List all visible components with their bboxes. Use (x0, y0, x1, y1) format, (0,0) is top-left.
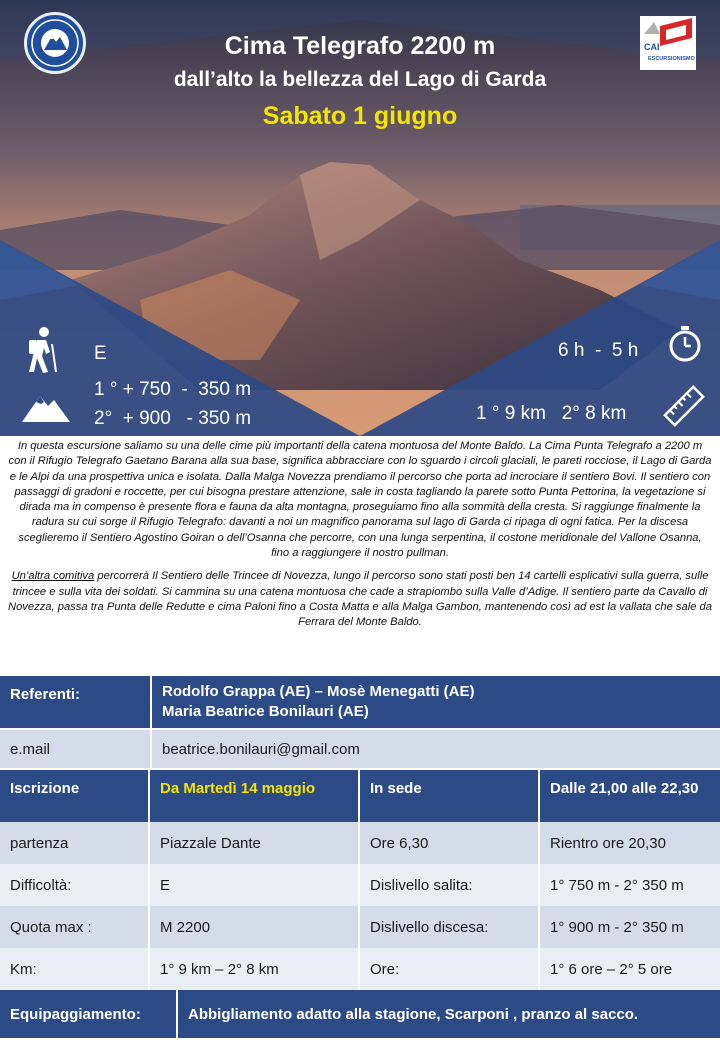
email-value[interactable]: beatrice.bonilauri@gmail.com (152, 730, 720, 768)
table-row-quota (0, 906, 720, 948)
event-date: Sabato 1 giugno (262, 102, 458, 130)
page-title: Cima Telegrafo 2200 m (224, 32, 496, 60)
partenza-value: Piazzale Dante (150, 822, 360, 864)
iscrizione-label: Iscrizione (0, 770, 150, 822)
salita-label: Dislivello salita: (360, 864, 540, 906)
difficolta-value: E (150, 864, 360, 906)
referenti-value (152, 676, 720, 728)
departure-time: Ore 6,30 (360, 822, 540, 864)
table-row-km (0, 948, 720, 990)
email-label: e.mail (0, 730, 152, 768)
difficolta-label: Difficoltà: (0, 864, 150, 906)
table-row-difficolta (0, 864, 720, 906)
equip-label: Equipaggiamento: (0, 990, 178, 1038)
sede-label: In sede (360, 770, 540, 822)
sede-value: Dalle 21,00 alle 22,30 (540, 770, 720, 822)
description-body: percorrerà Il Sentiero delle Trincee di Novezza, lungo il percorso sono stati posti ben 14 cartelli esplicativi sulla guerra, sulle trincee e sulla vita dei soldati. Si cammina su una catena montuosa che cade a strapiombo sulla Valle d’Adige. Il sentiero parte da Cavallo di Novezza, passa tra Punta delle Redutte e cima Paloni fino a Costa Matta e alla Malga Gambon, mantenendo così ad est la vallata che sale da Ferrara del Monte Baldo. (8, 570, 712, 629)
duration-value: 6 h - 5 h (558, 340, 639, 361)
hiker-icon (24, 326, 64, 374)
quota-label: Quota max : (0, 906, 150, 948)
table-row-email (0, 730, 720, 768)
cai-label: CAI (644, 42, 660, 52)
mountain-icon (22, 392, 70, 422)
table-row-partenza (0, 822, 720, 864)
salita-value: 1° 750 m - 2° 350 m (540, 864, 720, 906)
partenza-label: partenza (0, 822, 150, 864)
ruler-icon (662, 384, 706, 428)
discesa-value: 1° 900 m - 2° 350 m (540, 906, 720, 948)
referenti-label: Referenti: (0, 676, 152, 728)
table-row-equipaggiamento (0, 990, 720, 1038)
description-paragraph-2 (8, 569, 712, 630)
ore-value: 1° 6 ore – 2° 5 ore (540, 948, 720, 990)
hero-banner (0, 0, 720, 436)
table-row-iscrizione (0, 770, 720, 822)
discesa-label: Dislivello discesa: (360, 906, 540, 948)
escursionismo-label: ESCURSIONISMO (648, 56, 695, 62)
page-subtitle: dall’alto la bellezza del Lago di Garda (173, 68, 547, 91)
referenti-line-1: Rodolfo Grappa (AE) – Mosè Menegatti (AE) (162, 683, 475, 700)
quota-value: M 2200 (150, 906, 360, 948)
iscrizione-value: Da Martedì 14 maggio (150, 770, 360, 822)
km-value: 1° 9 km – 2° 8 km (150, 948, 360, 990)
table-row-referenti (0, 676, 720, 728)
description-lead: Un’altra comitiva (11, 570, 95, 583)
stopwatch-icon (668, 326, 702, 362)
description-paragraph-1: In questa escursione saliamo su una delle cime più importanti della catena montuosa del Monte Baldo. La Cima Punta Telegrafo a 2200 m con il Rifugio Telegrafo Gaetano Barana alla sua base, significa abbracciare con lo sguardo i circoli glaciali, le pareti rocciose, il Lago di Garda e le Alpi da una prospettiva unica e isolata. Dalla Malga Novezza prendiamo il percorso che porta ad incrociare il sentiero Bovi. Il sentiero con passaggi di gradoni e roccette, per cui bisogna prestare attenzione, sale in costa tagliando la parete sotto Punta Pettorina, la vegetazione si dirada ma in compenso è presente flora e fauna da alta montagna, proseguiamo fino alla sommità della cresta. Si raggiunge finalmente la radura su cui sorge il Rifugio Telegrafo: davanti a noi un magnifico panorama sul lago di Garda ci ripaga di ogni fatica. Per la discesa sceglieremo il Sentiero Agostino Goiran o dell’Osanna che percorre, con una lunga serpentina, il costone meridionale del Vallone Osanna, fino a raggiungere il nostro pullman. (8, 440, 712, 560)
return-time: Rientro ore 20,30 (540, 822, 720, 864)
elevation-route-1: 1 ° + 750 - 350 m (94, 379, 252, 400)
equip-value: Abbigliamento adatto alla stagione, Scarponi , pranzo al sacco. (178, 990, 720, 1038)
distance-value: 1 ° 9 km 2° 8 km (476, 403, 627, 424)
difficulty-value: E (94, 343, 107, 364)
km-label: Km: (0, 948, 150, 990)
referenti-line-2: Maria Beatrice Bonilauri (AE) (162, 703, 369, 720)
ore-label: Ore: (360, 948, 540, 990)
description-text (8, 439, 712, 639)
mountain-photo (0, 0, 720, 436)
elevation-route-2: 2° + 900 - 350 m (94, 408, 252, 429)
